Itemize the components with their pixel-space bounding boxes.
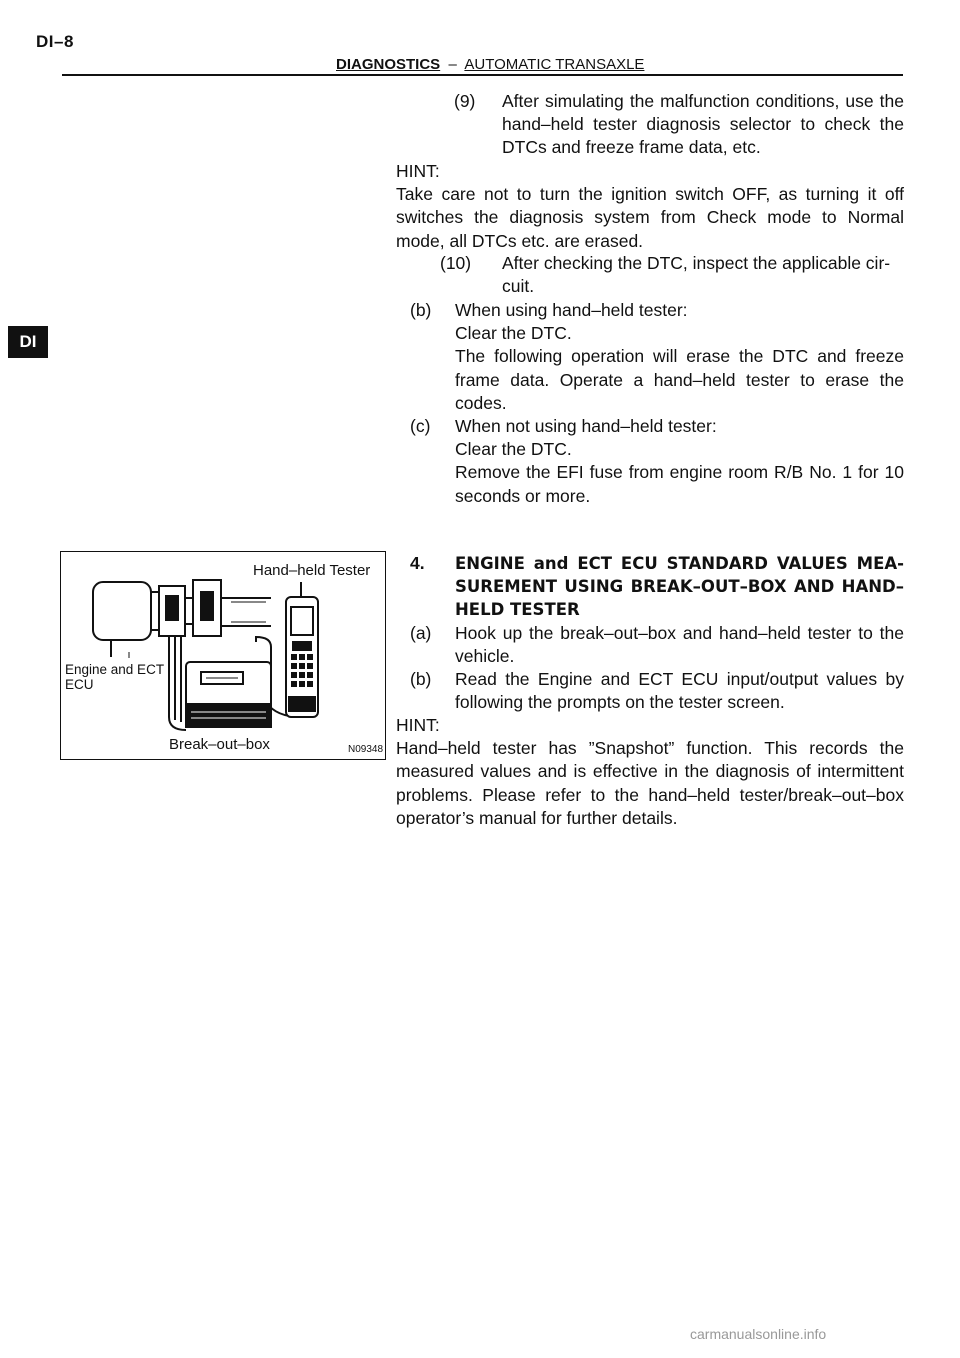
watermark-footer: carmanualsonline.info bbox=[690, 1326, 827, 1342]
step-9 bbox=[454, 90, 904, 160]
step-c-line1: Clear the DTC. bbox=[455, 439, 572, 460]
break-out-box-icon bbox=[186, 662, 271, 727]
hint-2 bbox=[396, 714, 904, 830]
hint-2-label: HINT: bbox=[396, 715, 440, 735]
step-b-line2: The following operation will erase the DTC and freeze frame data. Operate a hand–held tester to erase the codes. bbox=[455, 346, 904, 413]
section-4-a bbox=[410, 622, 904, 668]
running-header bbox=[336, 56, 644, 73]
section-4-number: 4. bbox=[410, 553, 425, 573]
section-4-b bbox=[410, 668, 904, 714]
step-c-title: When not using hand–held tester: bbox=[455, 416, 717, 436]
tester-label: Hand–held Tester bbox=[253, 562, 371, 579]
connector-block-icon bbox=[159, 580, 271, 636]
hint-1-text: Take care not to turn the ignition switch OFF, as turning it off switches the diagnosis system from Check mode to Normal mode, all DTCs etc. are erased. bbox=[396, 184, 904, 251]
step-10 bbox=[440, 252, 904, 298]
ecu-label bbox=[65, 662, 164, 692]
step-10-text: After checking the DTC, inspect the applicable cir- cuit. bbox=[502, 253, 891, 297]
page-id: DI–8 bbox=[36, 32, 74, 51]
hand-held-tester-icon bbox=[286, 582, 318, 717]
connection-illustration bbox=[61, 552, 387, 761]
step-c-number: (c) bbox=[410, 416, 431, 436]
header-rule bbox=[62, 74, 903, 76]
ecu-label-line2: ECU bbox=[65, 677, 94, 692]
step-c bbox=[410, 415, 904, 508]
connection-diagram bbox=[60, 551, 386, 760]
break-out-box-label: Break–out–box bbox=[169, 736, 270, 753]
section-tab: DI bbox=[8, 326, 48, 358]
step-9-number: (9) bbox=[454, 91, 476, 111]
hint-1-label: HINT: bbox=[396, 161, 440, 181]
step-10-number: (10) bbox=[440, 253, 472, 273]
step-c-line2: Remove the EFI fuse from engine room R/B No. 1 for 10 seconds or more. bbox=[455, 462, 904, 506]
step-b-title: When using hand–held tester: bbox=[455, 300, 688, 320]
hint-1 bbox=[396, 160, 904, 253]
section-4-a-number: (a) bbox=[410, 623, 432, 643]
header-separator: – bbox=[448, 56, 457, 73]
subsection-title: AUTOMATIC TRANSAXLE bbox=[464, 56, 645, 73]
section-title: DIAGNOSTICS bbox=[336, 56, 441, 73]
hint-2-text: Hand–held tester has ”Snapshot” function. This records the measured values and is effective in the diagnosis of intermittent problems. Please refer to the hand–held tester/break–out–box operator’s manual for further details. bbox=[396, 738, 904, 828]
section-4-b-text: Read the Engine and ECT ECU input/output values by following the prompts on the tester screen. bbox=[455, 669, 904, 713]
step-b-line1: Clear the DTC. bbox=[455, 323, 572, 344]
section-4-a-text: Hook up the break–out–box and hand–held tester to the vehicle. bbox=[455, 623, 904, 667]
ecu-unit-icon bbox=[93, 582, 161, 657]
ecu-label-line1: Engine and ECT bbox=[65, 662, 165, 677]
step-b bbox=[410, 299, 904, 415]
section-4-title: ENGINE and ECT ECU STANDARD VALUES MEA- SUREMENT USING BREAK–OUT–BOX AND HAND– HELD TESTER bbox=[455, 554, 904, 620]
section-4-b-number: (b) bbox=[410, 669, 432, 689]
step-9-text: After simulating the malfunction conditions, use the hand–held tester diagnosis selector to check the DTCs and freeze frame data, etc. bbox=[502, 91, 904, 158]
section-4 bbox=[410, 552, 904, 622]
step-b-number: (b) bbox=[410, 300, 432, 320]
figure-code: N09348 bbox=[348, 744, 384, 755]
